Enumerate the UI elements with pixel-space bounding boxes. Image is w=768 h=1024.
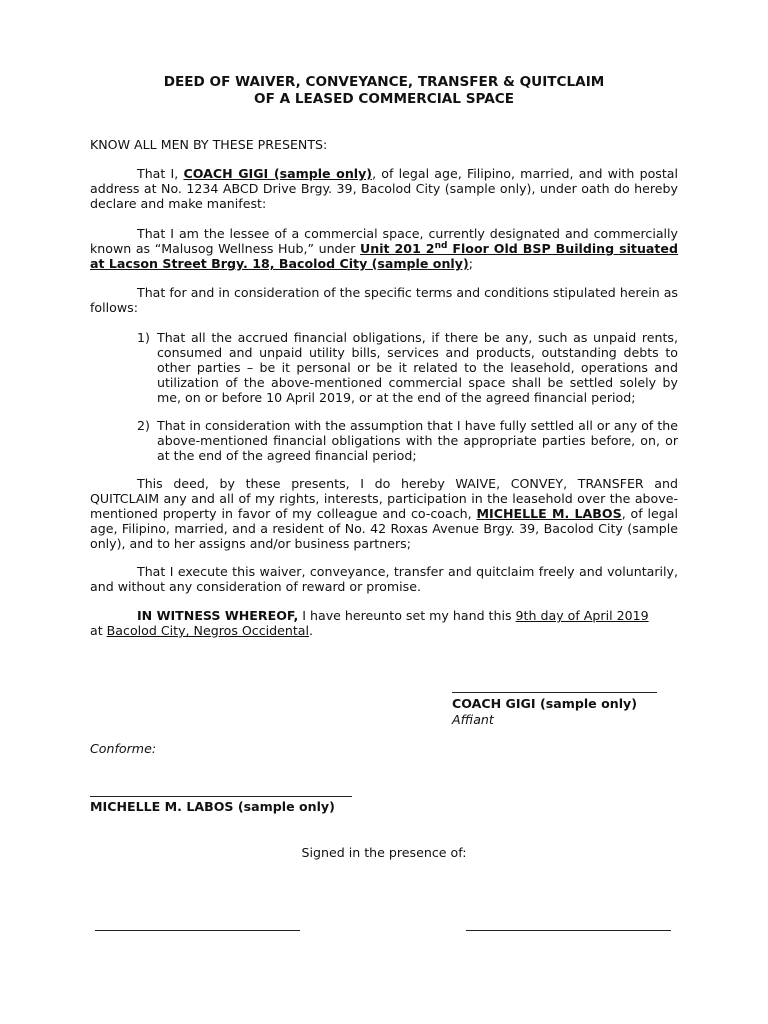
para4-pre: This deed, by these presents, I do hereby WAIVE, CONVEY, TRANSFER and QUITCLAIM any and all of my rights, interests, participation in the leasehold over the above-mentioned property in favor of my colleague and co-coach, bbox=[90, 476, 678, 521]
para1-pre: That I, bbox=[137, 166, 184, 181]
paragraph-waiver bbox=[90, 476, 678, 551]
affiant-role: Affiant bbox=[452, 712, 494, 727]
conforme-label: Conforme: bbox=[90, 741, 157, 756]
list-item bbox=[137, 418, 678, 463]
list-item bbox=[137, 330, 678, 405]
witness-place: Bacolod City, Negros Occidental bbox=[106, 623, 310, 638]
witness-date: 9th day of April 2019 bbox=[515, 608, 649, 623]
witness-presence-label: Signed in the presence of: bbox=[301, 845, 467, 860]
paragraph-consideration: That for and in consideration of the specific terms and conditions stipulated herein as follows: bbox=[90, 285, 678, 315]
list-text: That in consideration with the assumption that I have fully settled all or any of the above-mentioned financial obligations with the appropriate parties before, on, or at the end of the agreed financial period; bbox=[157, 418, 678, 463]
unit-address: Unit 201 2nd Floor Old BSP Building situated at Lacson Street Brgy. 18, Bacolod City (sample only) bbox=[90, 240, 678, 271]
witness-mid: I have hereunto set my hand this bbox=[298, 608, 516, 623]
witness-at: at bbox=[90, 623, 107, 638]
para2-post: ; bbox=[468, 256, 473, 271]
declarant-name: COACH GIGI (sample only) bbox=[183, 166, 373, 181]
paragraph-voluntary: That I execute this waiver, conveyance, transfer and quitclaim freely and voluntarily, and without any consideration of reward or promise. bbox=[90, 564, 678, 594]
list-text: That all the accrued financial obligations, if there be any, such as unpaid rents, consumed and unpaid utility bills, services and products, outstanding debts to other parties – be it personal or be it related to the leasehold, operations and utilization of the above-mentioned commercial space shall be settled solely by me, on or before 10 April 2019, or at the end of the agreed financial period; bbox=[157, 330, 678, 405]
conforme-signature-line bbox=[90, 796, 352, 797]
affiant-name: COACH GIGI (sample only) bbox=[452, 696, 637, 711]
transferee-name: MICHELLE M. LABOS bbox=[476, 506, 622, 521]
para2-pre: That I am the lessee of a commercial space, currently designated and commercially known as “Malusog Wellness Hub,” under bbox=[90, 226, 678, 256]
document-title-line-1: DEED OF WAIVER, CONVEYANCE, TRANSFER & QUITCLAIM bbox=[163, 74, 605, 90]
witness-signature-line-left bbox=[95, 930, 300, 931]
witness-signature-line-right bbox=[466, 930, 671, 931]
witness-clause bbox=[90, 608, 678, 638]
witness-lead: IN WITNESS WHEREOF, bbox=[137, 608, 299, 623]
witness-end: . bbox=[309, 623, 314, 638]
conforme-name: MICHELLE M. LABOS (sample only) bbox=[90, 799, 335, 814]
document-title-line-2: OF A LEASED COMMERCIAL SPACE bbox=[254, 91, 514, 107]
para1-post: , of legal age, Filipino, married, and with postal address at No. 1234 ABCD Drive Brgy. 39, Bacolod City (sample only), under oath do hereby declare and make manifest: bbox=[90, 166, 678, 211]
affiant-signature-line bbox=[452, 692, 657, 693]
paragraph-declarant bbox=[90, 166, 678, 211]
para4-post: , of legal age, Filipino, married, and a resident of No. 42 Roxas Avenue Brgy. 39, Bacolod City (sample only), and to her assigns and/or business partners; bbox=[90, 506, 678, 551]
list-number: 1) bbox=[137, 330, 150, 345]
list-number: 2) bbox=[137, 418, 150, 433]
opening-line: KNOW ALL MEN BY THESE PRESENTS: bbox=[90, 137, 328, 152]
paragraph-lessee bbox=[90, 226, 678, 271]
